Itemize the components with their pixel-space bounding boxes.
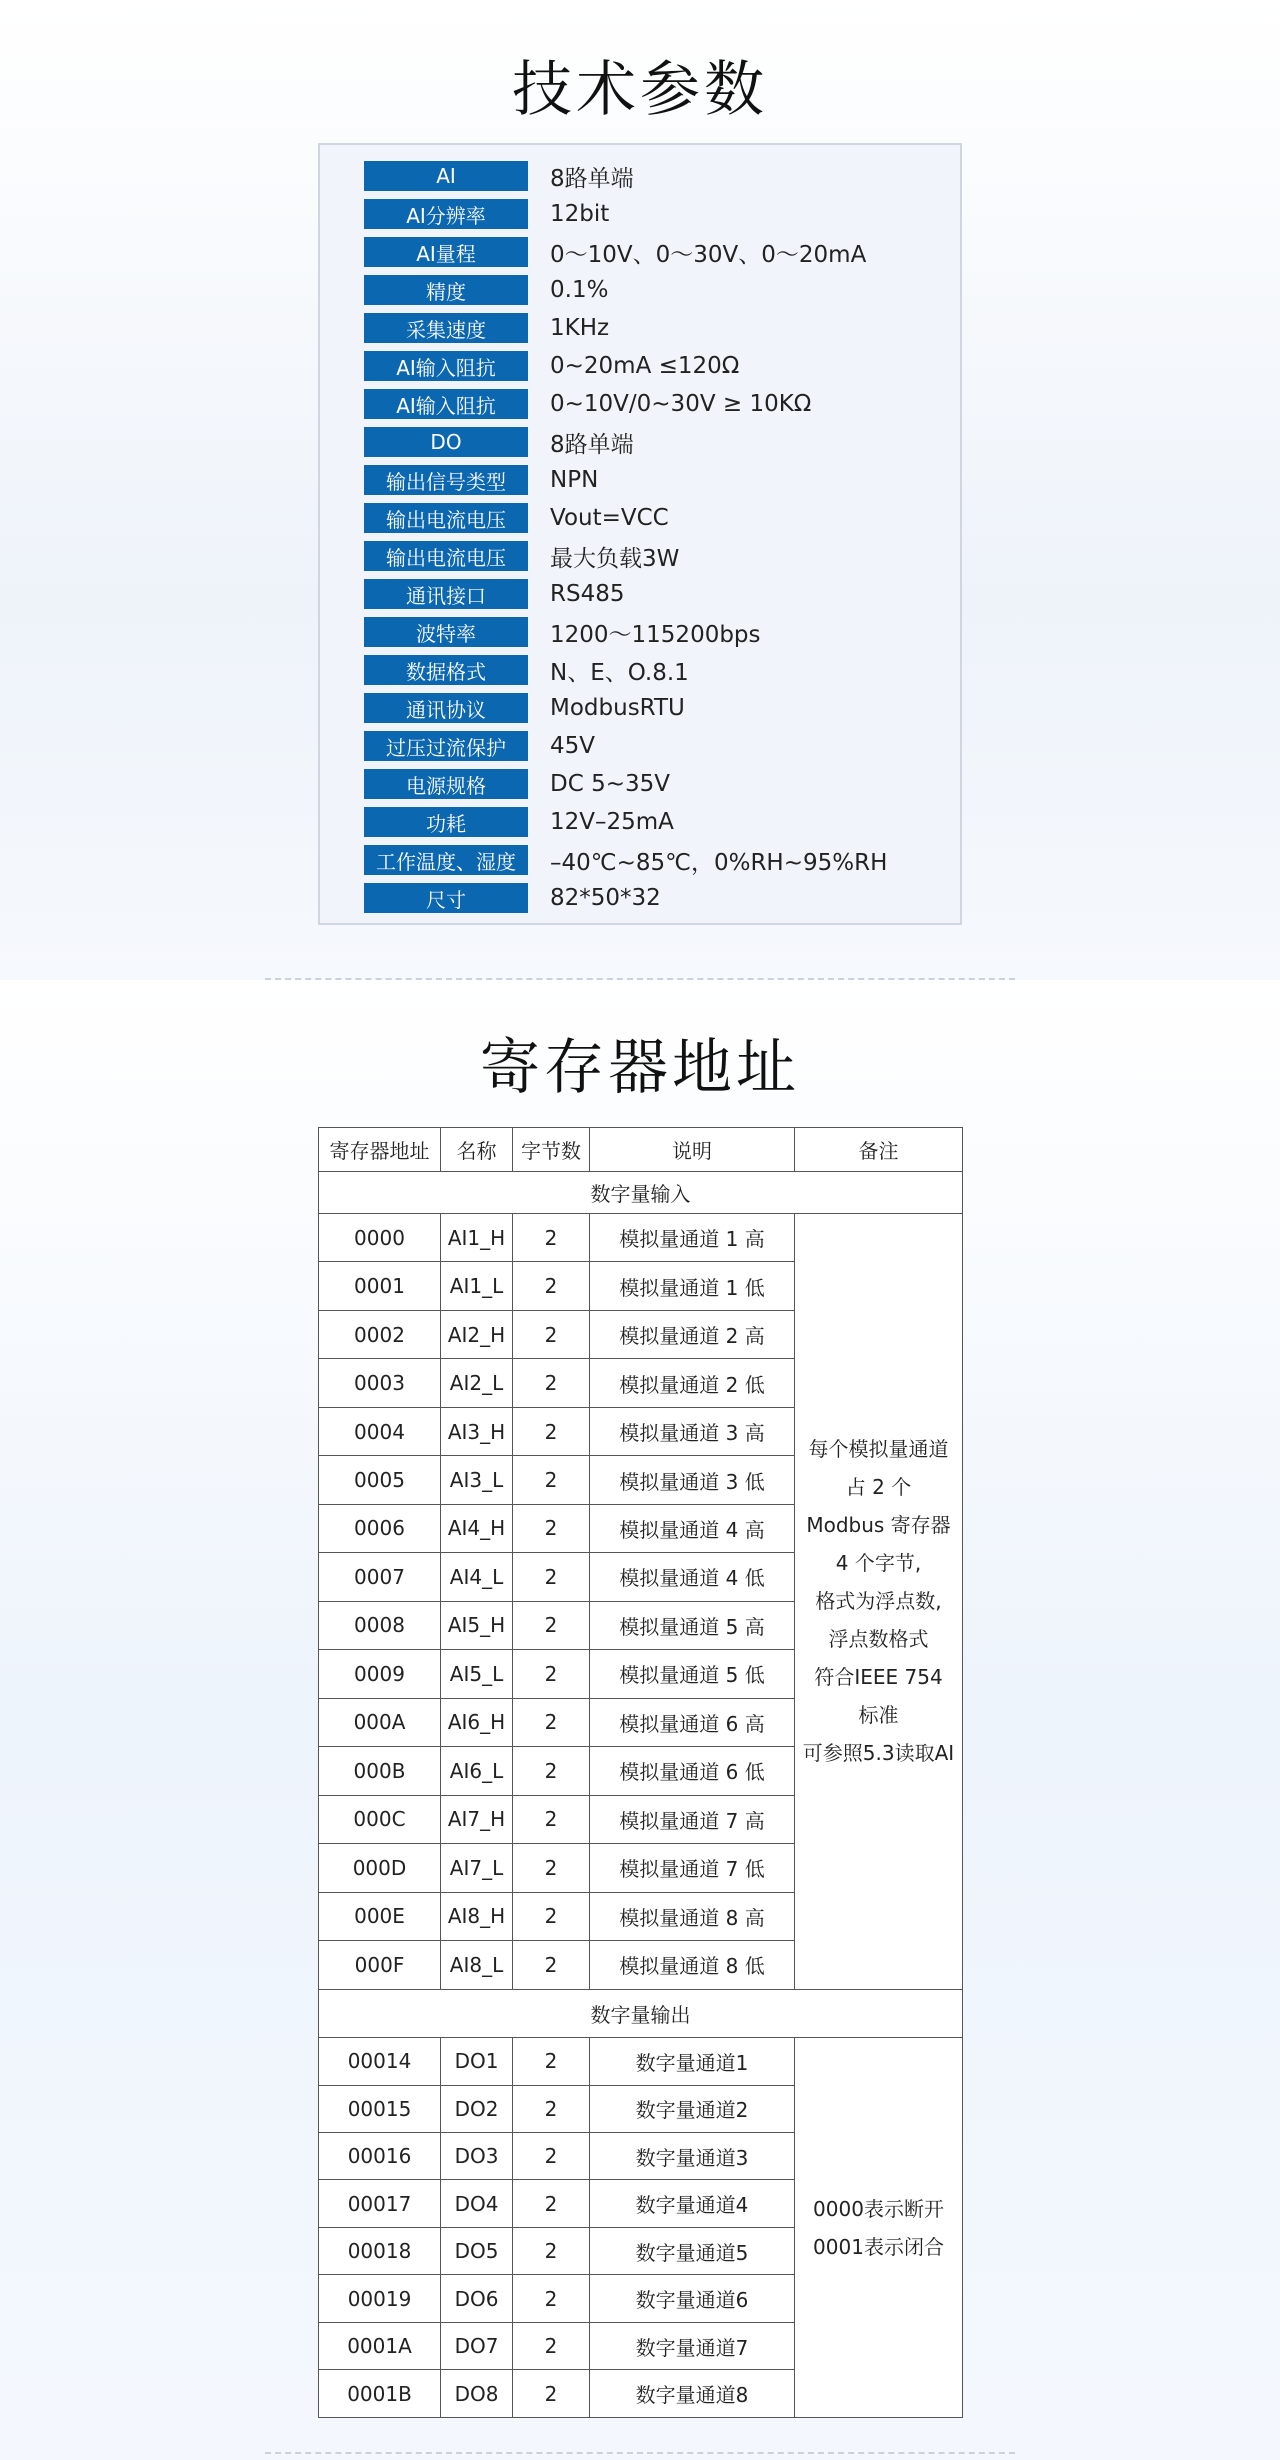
register-description: 模拟量通道 5 低 xyxy=(590,1650,795,1698)
register-address: 000C xyxy=(319,1795,441,1843)
register-description: 数字量通道5 xyxy=(590,2227,795,2274)
register-description: 模拟量通道 6 高 xyxy=(590,1698,795,1746)
register-description: 数字量通道1 xyxy=(590,2038,795,2085)
register-address: 00016 xyxy=(319,2133,441,2180)
spec-row xyxy=(364,845,887,875)
register-name: DO5 xyxy=(441,2227,513,2274)
register-name: AI8_L xyxy=(441,1941,513,1989)
spec-value: 82*50*32 xyxy=(550,885,661,911)
byte-count: 2 xyxy=(513,1262,590,1310)
remark-line: 4 个字节, xyxy=(835,1551,922,1576)
header-name: 名称 xyxy=(441,1128,513,1172)
spec-row xyxy=(364,807,674,837)
byte-count: 2 xyxy=(513,1213,590,1261)
spec-value: 1KHz xyxy=(550,315,610,341)
byte-count: 2 xyxy=(513,2085,590,2132)
register-address: 0002 xyxy=(319,1310,441,1358)
register-name: AI1_L xyxy=(441,1262,513,1310)
register-address: 0000 xyxy=(319,1213,441,1261)
byte-count: 2 xyxy=(513,2180,590,2227)
group-row-output xyxy=(319,1989,963,2037)
register-description: 模拟量通道 3 低 xyxy=(590,1456,795,1504)
remark-line: 占 2 个 xyxy=(845,1475,912,1500)
spec-label: 采集速度 xyxy=(364,313,528,343)
byte-count: 2 xyxy=(513,2275,590,2322)
byte-count: 2 xyxy=(513,1892,590,1940)
register-address: 000F xyxy=(319,1941,441,1989)
spec-row xyxy=(364,389,811,419)
register-description: 数字量通道4 xyxy=(590,2180,795,2227)
spec-label: 输出电流电压 xyxy=(364,541,528,571)
remark-line: 0000表示断开 xyxy=(813,2196,944,2221)
byte-count: 2 xyxy=(513,1650,590,1698)
spec-value: 0.1% xyxy=(550,277,609,303)
spec-label: 功耗 xyxy=(364,807,528,837)
register-name: AI4_H xyxy=(441,1504,513,1552)
spec-row xyxy=(364,769,670,799)
remark-line: 格式为浮点数, xyxy=(815,1589,942,1614)
spec-value: 0~10V/0~30V ≥ 10KΩ xyxy=(550,391,812,417)
table-header-row xyxy=(319,1128,963,1172)
table-row xyxy=(319,1213,963,1261)
register-name: DO1 xyxy=(441,2038,513,2085)
register-description: 模拟量通道 2 高 xyxy=(590,1310,795,1358)
byte-count: 2 xyxy=(513,2038,590,2085)
spec-label: 波特率 xyxy=(364,617,528,647)
register-description: 模拟量通道 2 低 xyxy=(590,1359,795,1407)
spec-label: AI分辨率 xyxy=(364,199,528,229)
spec-panel xyxy=(318,143,962,925)
register-description: 模拟量通道 1 低 xyxy=(590,1262,795,1310)
remark-input xyxy=(795,1213,963,1989)
spec-row xyxy=(364,541,679,571)
spec-label: AI输入阻抗 xyxy=(364,351,528,381)
byte-count: 2 xyxy=(513,1747,590,1795)
table-row xyxy=(319,2038,963,2085)
register-name: AI2_H xyxy=(441,1310,513,1358)
register-description: 模拟量通道 6 低 xyxy=(590,1747,795,1795)
spec-label: 输出电流电压 xyxy=(364,503,528,533)
register-description: 数字量通道8 xyxy=(590,2370,795,2418)
spec-value: 最大负载3W xyxy=(550,545,680,572)
register-name: AI2_L xyxy=(441,1359,513,1407)
byte-count: 2 xyxy=(513,1359,590,1407)
register-title: 寄存器地址 xyxy=(480,1033,800,1103)
byte-count: 2 xyxy=(513,2227,590,2274)
remark-line: Modbus 寄存器 xyxy=(806,1513,951,1538)
register-address: 00014 xyxy=(319,2038,441,2085)
byte-count: 2 xyxy=(513,1553,590,1601)
byte-count: 2 xyxy=(513,1844,590,1892)
register-description: 模拟量通道 4 低 xyxy=(590,1553,795,1601)
register-name: AI5_H xyxy=(441,1601,513,1649)
register-address: 00017 xyxy=(319,2180,441,2227)
byte-count: 2 xyxy=(513,2322,590,2369)
spec-label: 工作温度、湿度 xyxy=(364,845,528,875)
spec-value: N、E、O.8.1 xyxy=(550,659,689,686)
byte-count: 2 xyxy=(513,2370,590,2418)
spec-row xyxy=(364,655,689,685)
byte-count: 2 xyxy=(513,1795,590,1843)
spec-value: ModbusRTU xyxy=(550,695,685,721)
register-address: 0009 xyxy=(319,1650,441,1698)
byte-count: 2 xyxy=(513,2133,590,2180)
register-description: 模拟量通道 8 高 xyxy=(590,1892,795,1940)
header-description: 说明 xyxy=(590,1128,795,1172)
remark-line: 浮点数格式 xyxy=(828,1627,929,1652)
register-description: 模拟量通道 3 高 xyxy=(590,1407,795,1455)
register-name: AI7_L xyxy=(441,1844,513,1892)
remark-output xyxy=(795,2038,963,2418)
spec-row xyxy=(364,617,761,647)
bottom-divider xyxy=(265,2452,1015,2454)
spec-value: 12bit xyxy=(550,201,610,227)
header-address: 寄存器地址 xyxy=(319,1128,441,1172)
register-name: DO2 xyxy=(441,2085,513,2132)
register-address: 000D xyxy=(319,1844,441,1892)
register-name: AI6_H xyxy=(441,1698,513,1746)
spec-label: DO xyxy=(364,427,528,457)
spec-value: DC 5~35V xyxy=(550,771,670,797)
register-table xyxy=(318,1127,963,2418)
register-description: 模拟量通道 5 高 xyxy=(590,1601,795,1649)
spec-row xyxy=(364,731,595,761)
spec-value: 8路单端 xyxy=(550,431,634,458)
spec-row xyxy=(364,199,609,229)
register-name: AI7_H xyxy=(441,1795,513,1843)
register-name: AI1_H xyxy=(441,1213,513,1261)
spec-value: 45V xyxy=(550,733,596,759)
register-description: 模拟量通道 7 高 xyxy=(590,1795,795,1843)
byte-count: 2 xyxy=(513,1601,590,1649)
section-divider xyxy=(265,978,1015,980)
register-address: 000A xyxy=(319,1698,441,1746)
spec-value: 0~20mA ≤120Ω xyxy=(550,353,740,379)
register-address: 00015 xyxy=(319,2085,441,2132)
register-name: AI6_L xyxy=(441,1747,513,1795)
header-bytes: 字节数 xyxy=(513,1128,590,1172)
register-description: 模拟量通道 1 高 xyxy=(590,1213,795,1261)
register-name: DO4 xyxy=(441,2180,513,2227)
byte-count: 2 xyxy=(513,1698,590,1746)
spec-value: 0～10V、0～30V、0～20mA xyxy=(550,241,867,268)
register-description: 数字量通道6 xyxy=(590,2275,795,2322)
spec-value: 12V–25mA xyxy=(550,809,674,835)
spec-row xyxy=(364,275,608,305)
byte-count: 2 xyxy=(513,1504,590,1552)
spec-label: 尺寸 xyxy=(364,883,528,913)
register-address: 00018 xyxy=(319,2227,441,2274)
spec-title: 技术参数 xyxy=(512,55,768,125)
spec-row xyxy=(364,503,669,533)
register-name: AI8_H xyxy=(441,1892,513,1940)
spec-row xyxy=(364,465,598,495)
spec-row xyxy=(364,351,739,381)
remark-line: 每个模拟量通道 xyxy=(808,1437,949,1462)
spec-value: RS485 xyxy=(550,581,625,607)
register-name: AI3_L xyxy=(441,1456,513,1504)
remark-line: 0001表示闭合 xyxy=(813,2234,944,2259)
register-name: AI3_H xyxy=(441,1407,513,1455)
spec-label: AI xyxy=(364,161,528,191)
spec-row xyxy=(364,693,685,723)
spec-label: AI量程 xyxy=(364,237,528,267)
register-address: 000B xyxy=(319,1747,441,1795)
spec-label: 数据格式 xyxy=(364,655,528,685)
register-name: AI5_L xyxy=(441,1650,513,1698)
register-address: 0008 xyxy=(319,1601,441,1649)
register-description: 数字量通道3 xyxy=(590,2133,795,2180)
spec-row xyxy=(364,237,866,267)
register-address: 000E xyxy=(319,1892,441,1940)
spec-row xyxy=(364,427,634,457)
spec-label: AI输入阻抗 xyxy=(364,389,528,419)
register-name: DO6 xyxy=(441,2275,513,2322)
spec-value: 1200～115200bps xyxy=(550,621,761,648)
spec-row xyxy=(364,313,609,343)
byte-count: 2 xyxy=(513,1407,590,1455)
register-name: AI4_L xyxy=(441,1553,513,1601)
byte-count: 2 xyxy=(513,1310,590,1358)
register-address: 0001 xyxy=(319,1262,441,1310)
spec-label: 输出信号类型 xyxy=(364,465,528,495)
spec-label: 通讯协议 xyxy=(364,693,528,723)
register-address: 0001A xyxy=(319,2322,441,2369)
register-description: 模拟量通道 7 低 xyxy=(590,1844,795,1892)
spec-value: Vout=VCC xyxy=(550,505,669,531)
register-description: 数字量通道2 xyxy=(590,2085,795,2132)
header-remark: 备注 xyxy=(795,1128,963,1172)
remark-line: 可参照5.3读取AI xyxy=(802,1741,955,1766)
group-label-output: 数字量输出 xyxy=(319,1989,963,2037)
spec-label: 过压过流保护 xyxy=(364,731,528,761)
register-description: 模拟量通道 8 低 xyxy=(590,1941,795,1989)
spec-row xyxy=(364,161,634,191)
register-address: 00019 xyxy=(319,2275,441,2322)
register-address: 0004 xyxy=(319,1407,441,1455)
spec-row xyxy=(364,579,624,609)
remark-line: 标准 xyxy=(858,1703,899,1728)
register-description: 数字量通道7 xyxy=(590,2322,795,2369)
group-row-input xyxy=(319,1172,963,1213)
register-address: 0006 xyxy=(319,1504,441,1552)
spec-value: NPN xyxy=(550,467,599,493)
spec-value: 8路单端 xyxy=(550,165,634,192)
spec-value: –40℃~85℃，0%RH~95%RH xyxy=(550,849,888,876)
register-name: DO8 xyxy=(441,2370,513,2418)
register-description: 模拟量通道 4 高 xyxy=(590,1504,795,1552)
register-address: 0001B xyxy=(319,2370,441,2418)
register-address: 0005 xyxy=(319,1456,441,1504)
register-address: 0007 xyxy=(319,1553,441,1601)
byte-count: 2 xyxy=(513,1941,590,1989)
spec-label: 精度 xyxy=(364,275,528,305)
register-name: DO3 xyxy=(441,2133,513,2180)
spec-row xyxy=(364,883,661,913)
remark-line: 符合IEEE 754 xyxy=(814,1665,943,1690)
spec-label: 通讯接口 xyxy=(364,579,528,609)
group-label-input: 数字量输入 xyxy=(319,1172,963,1213)
byte-count: 2 xyxy=(513,1456,590,1504)
register-name: DO7 xyxy=(441,2322,513,2369)
register-address: 0003 xyxy=(319,1359,441,1407)
spec-label: 电源规格 xyxy=(364,769,528,799)
